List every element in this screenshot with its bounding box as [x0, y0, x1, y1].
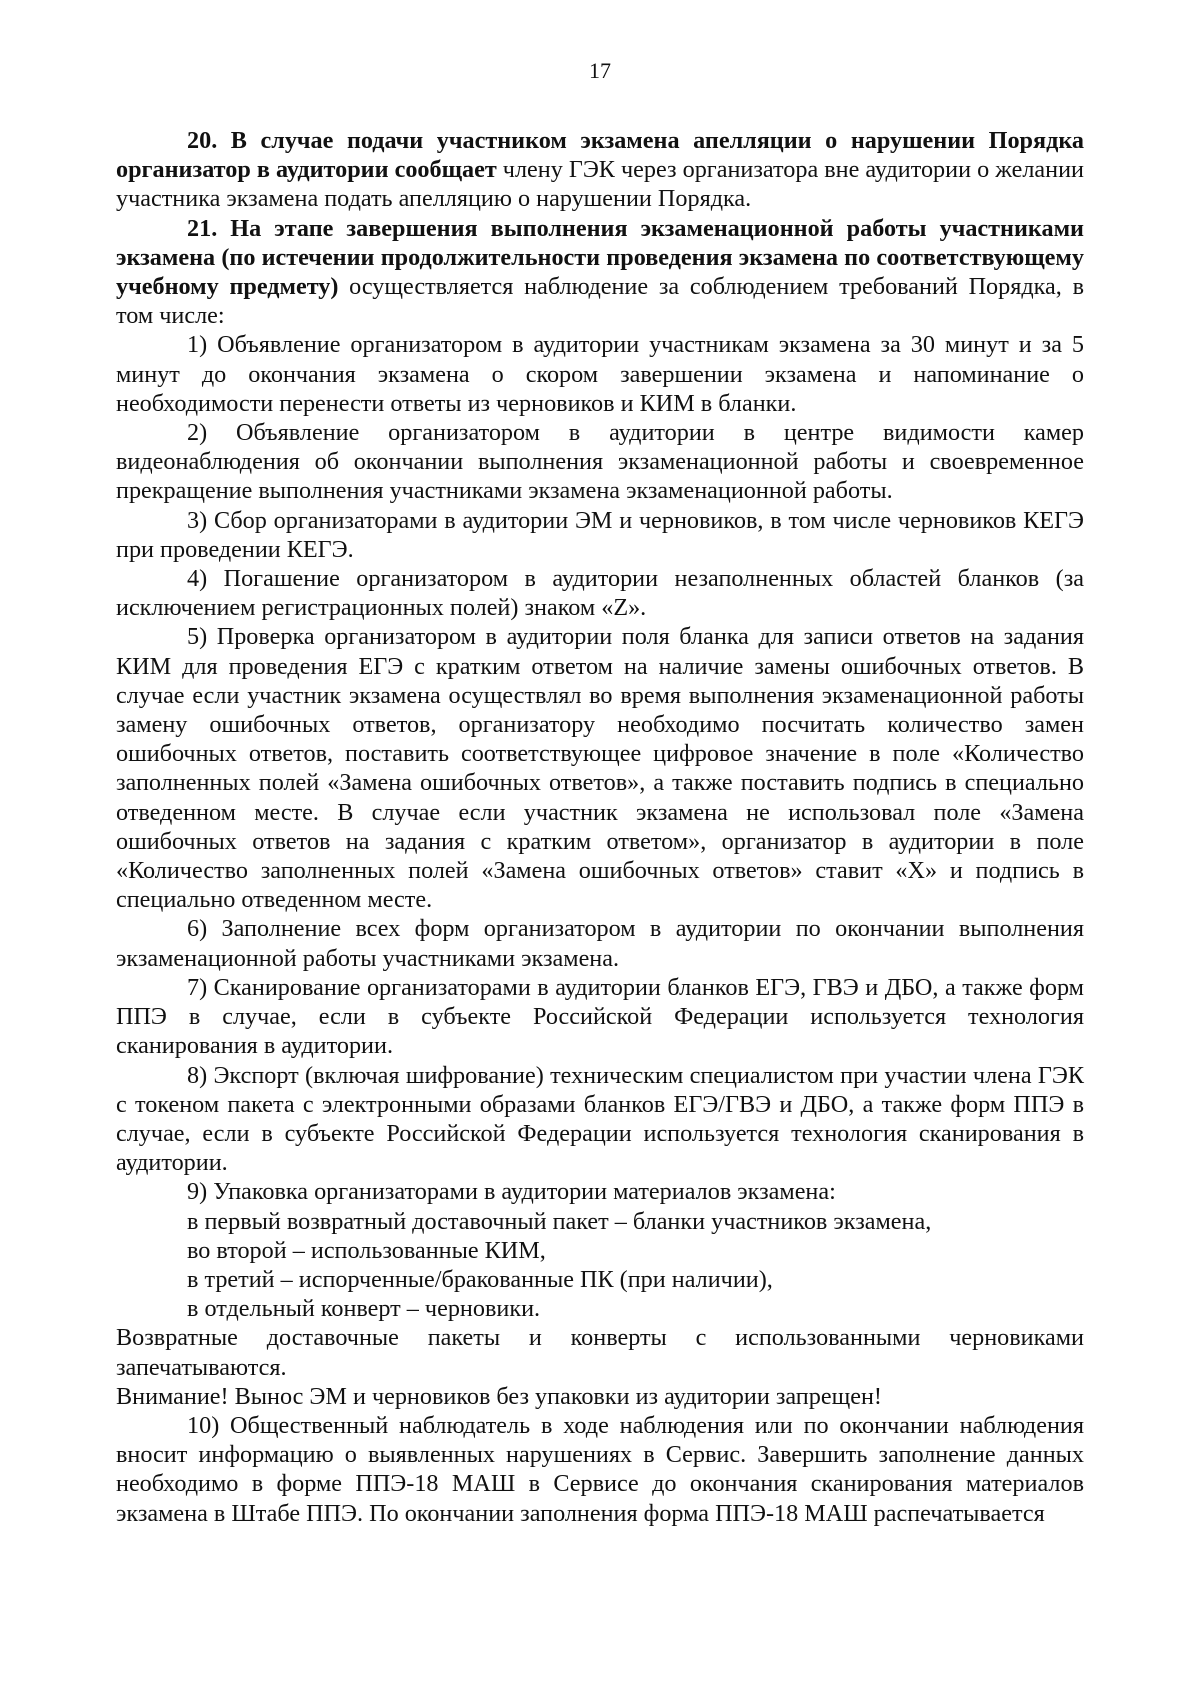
paragraph-21-bold: 21. На этапе завершения выполнения экзаменационной работы участниками экзамена (по истечении продолжительности проведения экзамена по соответствующему учебному предмету) [116, 214, 1084, 301]
paragraph-20-bold: 20. В случае подачи участником экзамена апелляции о нарушении Порядка организатор в аудитории сообщает [116, 127, 1084, 184]
packing-line-4: в отдельный конверт – черновики. [187, 1295, 541, 1323]
packing-line-3: в третий – испорченные/бракованные ПК (при наличии), [187, 1265, 773, 1293]
paragraph-20-text: члену ГЭК через организатора вне аудитории о желании участника экзамена подать апелляцию о нарушении Порядка. [116, 156, 1085, 213]
paragraph-21 [116, 214, 1084, 331]
sealing-note: Возвратные доставочные пакеты и конверты с использованными черновиками запечатываются. [116, 1324, 1084, 1381]
list-item-5: 5) Проверка организатором в аудитории поля бланка для записи ответов на задания КИМ для проведения ЕГЭ с кратким ответом на наличие замены ошибочных ответов. В случае если участник экзамена осуществлял во время выполнения экзаменационной работы замену ошибочных ответов, организатору необходимо посчитать количество замен ошибочных ответов, поставить соответствующее цифровое значение в поле «Количество заполненных полей «Замена ошибочных ответов», а также поставить подпись в специально отведенном месте. В случае если участник экзамена не использовал поле «Замена ошибочных ответов на задания с кратким ответом», организатор в аудитории в поле «Количество заполненных полей «Замена ошибочных ответов» ставит «X» и подпись в специально отведенном месте. [116, 623, 1084, 914]
list-item-7: 7) Сканирование организаторами в аудитории бланков ЕГЭ, ГВЭ и ДБО, а также форм ППЭ в случае, если в субъекте Российской Федерации используется технология сканирования в аудитории. [116, 973, 1084, 1060]
page-number: 17 [589, 58, 611, 83]
list-item-9: 9) Упаковка организаторами в аудитории материалов экзамена: [187, 1178, 836, 1206]
list-item-10: 10) Общественный наблюдатель в ходе наблюдения или по окончании наблюдения вносит информацию о выявленных нарушениях в Сервис. Завершить заполнение данных необходимо в форме ППЭ-18 МАШ в Сервисе до окончания сканирования материалов экзамена в Штабе ППЭ. По окончании заполнения форма ППЭ-18 МАШ распечатывается [116, 1411, 1084, 1527]
packing-line-2: во второй – использованные КИМ, [187, 1236, 546, 1264]
document-body [116, 126, 1084, 1528]
list-item-6: 6) Заполнение всех форм организатором в аудитории по окончании выполнения экзаменационной работы участниками экзамена. [116, 915, 1084, 972]
list-item-4: 4) Погашение организатором в аудитории незаполненных областей бланков (за исключением регистрационных полей) знаком «Z». [116, 565, 1084, 622]
list-item-3: 3) Сбор организаторами в аудитории ЭМ и черновиков, в том числе черновиков КЕГЭ при проведении КЕГЭ. [116, 506, 1084, 563]
paragraph-21-text: осуществляется наблюдение за соблюдением требований Порядка, в том числе: [116, 273, 1084, 330]
paragraph-20 [116, 126, 1084, 214]
list-item-2: 2) Объявление организатором в аудитории в центре видимости камер видеонаблюдения об окончании выполнения экзаменационной работы и своевременное прекращение выполнения участниками экзамена экзаменационной работы. [116, 419, 1084, 505]
list-item-1: 1) Объявление организатором в аудитории участникам экзамена за 30 минут и за 5 минут до окончания экзамена о скором завершении экзамена и напоминание о необходимости перенести ответы из черновиков и КИМ в бланки. [116, 331, 1084, 417]
warning-note: Внимание! Вынос ЭМ и черновиков без упаковки из аудитории запрещен! [116, 1382, 882, 1410]
list-item-8: 8) Экспорт (включая шифрование) техническим специалистом при участии члена ГЭК с токеном пакета с электронными образами бланков ЕГЭ/ГВЭ и ДБО, а также форм ППЭ в случае, если в субъекте Российской Федерации используется технология сканирования в аудитории. [116, 1061, 1084, 1177]
packing-line-1: в первый возвратный доставочный пакет – бланки участников экзамена, [187, 1207, 932, 1235]
